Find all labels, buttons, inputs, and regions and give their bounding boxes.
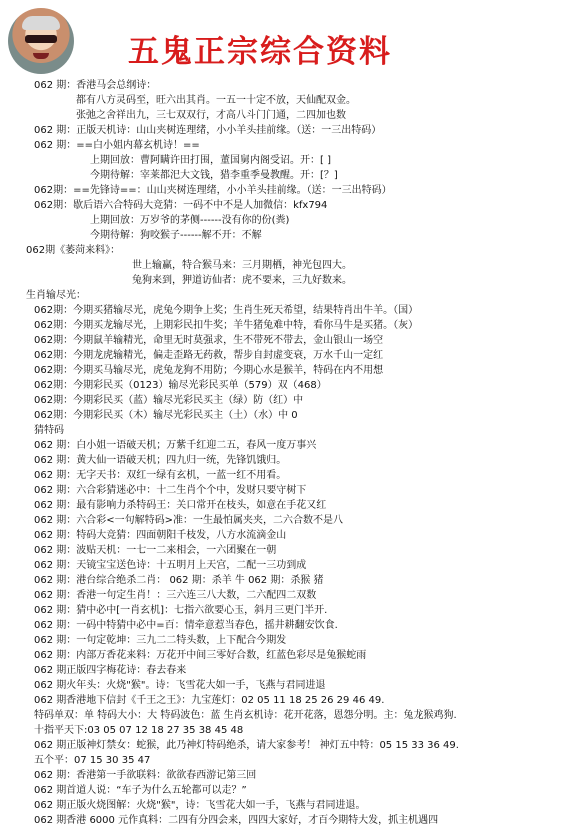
text-line: 062期：今期彩民买（0123）输尽光彩民买单（579）双（468） — [34, 380, 327, 391]
text-line: 062期：今期彩民买（木）输尽光彩民买主（土）（水）中 0 — [34, 410, 298, 421]
document-body — [0, 78, 576, 828]
text-line: 062 期：特码大竞猜：四面朝阳千枝发，八方水流滴金山 — [34, 530, 287, 541]
avatar-glasses — [25, 35, 57, 43]
text-line: 062期《萎菏来料》： — [26, 245, 121, 256]
page-title: 五鬼正宗综合资料 — [128, 34, 392, 70]
text-line: 特码单双：单 特码大小：大 特码波色：蓝 生肖玄机诗：花开花落，恩怨分明。主：兔龙猴鸡狗. — [34, 710, 457, 721]
avatar-hair — [22, 16, 60, 30]
text-line: 062 期：香港马会总纲诗： — [34, 80, 157, 91]
text-line: 062 期：无字天书：双红一绿有玄机，一蓝一红不用看。 — [34, 470, 287, 481]
text-line: 062 期：一句定乾坤：三九二二特头数，上下配合今期发 — [34, 635, 287, 646]
text-line: 062期：歇后语六合特码大竞猜：一码不中不是人加微信：kfx794 — [34, 200, 328, 211]
text-line: 062 期：正版天机诗：山山夹树连理绪，小小羊头挂前缘。（送：一三出特码） — [34, 125, 382, 136]
text-line: 062 期：六合彩猜迷必中：十二生肖个个中，发财只要守树下 — [34, 485, 307, 496]
text-line: 062 期香港 6000 元作真料：二四有分四会来，四四大家好，才百今期特大发，抓主机遇四 — [34, 815, 439, 826]
text-line: 上期回放：万岁爷的茅侧------没有你的份(粪) — [90, 215, 290, 226]
text-line: 062 期正版神灯禁女：蛇猴，此乃神灯特码绝杀，请大家参考！ 神灯五中特：05 15 33 36 49. — [34, 740, 459, 751]
text-line: 五个平：07 15 30 35 47 — [34, 755, 151, 766]
text-line: 今期待解：狗咬猴子------解不开：不解 — [90, 230, 262, 241]
text-line: 062 期：香港第一手欲联料：欲欲春西游记第三回 — [34, 770, 257, 781]
text-line: 062期：==先锋诗==：山山夹树连理绪，小小羊头挂前缘。（送：一三出特码） — [34, 185, 392, 196]
text-line: 062 期火年头：火烧"猴"。诗：飞雪花大如一手，飞燕与君同进退 — [34, 680, 326, 691]
text-line: 062 期：内部万香花来料：万花开中间三零好合数，红蓝色彩尽是兔猴蛇雨 — [34, 650, 367, 661]
text-line: 062 期：黄大仙一语破天机；四九归一统，先锋饥饿归。 — [34, 455, 287, 466]
text-line: 062期：今期买猪输尽光，虎兔今期争上奖；生肖生死天希望，结果特肖出牛羊。（国） — [34, 305, 419, 316]
text-line: 062 期香港地下信封《千王之王》：九宝莲灯：02 05 11 18 25 26 29 46 49. — [34, 695, 385, 706]
text-line: 062 期首道人说：“车子为什么五轮都可以走？” — [34, 785, 247, 796]
text-line: 张弛之舍祥出九，三七双双行，才高八斗门门通，二四加也数 — [76, 110, 346, 121]
text-line: 今期待解：宰莱都汜大文钱，猎李重季曼教醒。开：[？] — [90, 170, 338, 181]
text-line: 062期：今期龙虎输精光，偏走歪路无药救，帮步自封虚变衰，万水千山一定红 — [34, 350, 384, 361]
text-line: 062期：今期彩民买（蓝）输尽光彩民买主（绿）防（红）中 — [34, 395, 304, 406]
text-line: 都有八方灵码至，旺六出其肖。一五一十定不放，天仙配双金。 — [76, 95, 356, 106]
text-line: 062 期正版火烧图解：火烧"猴"，诗：飞雪花大如一手，飞燕与君同进退。 — [34, 800, 366, 811]
text-line: 062 期：六合彩<一句解特码>准：一生最怕属夹夹，二六合数不是八 — [34, 515, 344, 526]
text-line: 生肖输尽光： — [26, 290, 86, 301]
text-line: 062 期：天镜宝宝送色诗：十五明月上天宫，二配一三功到成 — [34, 560, 307, 571]
text-line: 062 期：香港一句定生肖！：三六连三八大数，二六配四二双数 — [34, 590, 317, 601]
text-line: 猜特码 — [34, 425, 64, 436]
text-line: 062期：今期买龙输尽光，上期彩民扣牛奖；羊牛猪兔难中特，看你马牛是买猪。（灰） — [34, 320, 419, 331]
text-line: 062 期：波贴天机：一七一二来相会，一六团聚在一朝 — [34, 545, 277, 556]
text-line: 兔狗来到，狎道访仙者：虎不要来，三九好数来。 — [132, 275, 352, 286]
text-line: 062 期：一码中特猜中必中=百：情牵意惹当春色，摇井耕翻安饮食. — [34, 620, 338, 631]
avatar — [8, 8, 74, 74]
text-line: 062 期：白小姐一语破天机；万紫千红迎二五，春风一度万事兴 — [34, 440, 317, 451]
text-line: 十指平天下:03 05 07 12 18 27 35 38 45 48 — [34, 725, 244, 736]
text-line: 062 期：==白小姐内幕玄机诗！== — [34, 140, 200, 151]
text-line: 062期：今期买马输尽光，虎兔龙狗不用防；今期心水是猴羊，特码在内不用想 — [34, 365, 384, 376]
text-line: 062期：今期鼠羊输精光，命里无时莫强求，生不带死不带去，金山银山一场空 — [34, 335, 384, 346]
avatar-mouth — [33, 53, 49, 59]
text-line: 062 期正版四字梅花诗：春去春来 — [34, 665, 187, 676]
text-line: 062 期：港台综合绝杀二肖： 062 期：杀羊 牛 062 期：杀猴 猪 — [34, 575, 324, 586]
text-line: 上期回放：曹阿瞒许田打围，董国舅内阁受诏。开：[ ] — [90, 155, 331, 166]
text-line: 062 期：猜中必中[一肖玄机]：七指六欲要心玉，斜月三更门半开. — [34, 605, 328, 616]
text-line: 世上输赢，特合猴马来：三月期栖，神光包四大。 — [132, 260, 352, 271]
text-line: 062 期：最有影响力杀特码王：关口常开在枝头，如意在手花又红 — [34, 500, 327, 511]
